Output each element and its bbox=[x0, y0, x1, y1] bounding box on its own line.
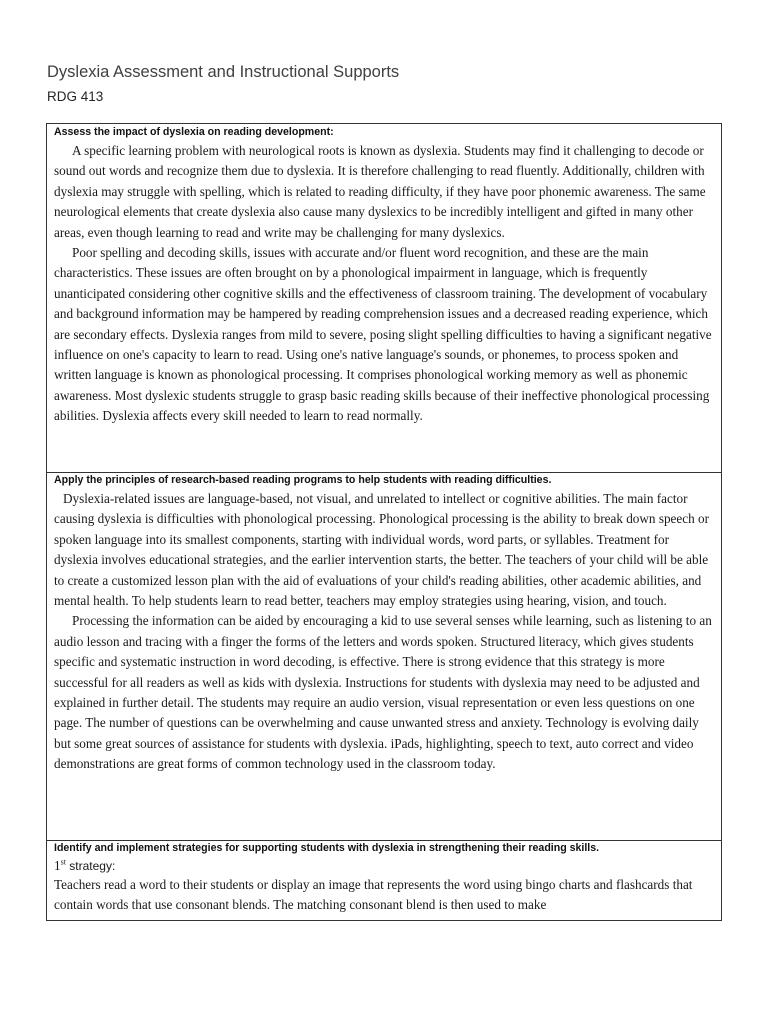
assessment-table bbox=[46, 123, 722, 921]
section-heading: Apply the principles of research-based reading programs to help students with reading difficulties. bbox=[54, 474, 552, 486]
section-research-based-programs bbox=[47, 472, 721, 840]
strategy-label-text: strategy: bbox=[65, 859, 116, 873]
document-title: Dyslexia Assessment and Instructional Supports bbox=[47, 63, 400, 81]
paragraph: Processing the information can be aided by encouraging a kid to use several senses while learning, such as listening to an audio lesson and tracing with a finger the forms of the letters and words spoken. Structured literacy, which gives students specific and systematic instruction in word decoding, is effective. There is strong evidence that this strategy is more successful for all readers as well as kids with dyslexia. Instructions for students with dyslexia may need to be adjusted and explained in further detail. The students may require an audio version, visual representation or even less questions on one page. The number of questions can be overwhelming and cause unwanted stress and anxiety. Technology is evolving daily but some great sources of assistance for students with dyslexia. iPads, highlighting, speech to text, auto correct and video demonstrations are great forms of common technology used in the classroom today. bbox=[54, 613, 712, 772]
strategy-number: 1 bbox=[54, 858, 61, 873]
strategy-label bbox=[47, 857, 721, 875]
section-impact-of-dyslexia bbox=[47, 124, 721, 472]
course-code: RDG 413 bbox=[47, 89, 104, 104]
paragraph: Teachers read a word to their students or display an image that represents the word using bingo charts and flashcards that contain words that use consonant blends. The matching consonant blend is then used to make bbox=[54, 877, 693, 913]
section-heading: Assess the impact of dyslexia on reading development: bbox=[54, 126, 334, 138]
section-heading: Identify and implement strategies for supporting students with dyslexia in strengthening their reading skills. bbox=[54, 842, 600, 854]
strategy-ordinal-suffix: st bbox=[60, 857, 66, 867]
paragraph: Poor spelling and decoding skills, issues with accurate and/or fluent word recognition, and these are the main characteristics. These issues are often brought on by a phonological impairment in language, which is frequently unanticipated considering other cognitive skills and the effectiveness of classroom training. The development of vocabulary and background information may be hampered by reading comprehension issues and a decreased reading experience, which are secondary effects. Dyslexia ranges from mild to severe, posing slight spelling difficulties to having a significant negative influence on one's capacity to learn to read. Using one's native language's sounds, or phonemes, to process spoken and written language is known as phonological processing. It comprises phonological working memory as well as phonemic awareness. Most dyslexic students struggle to grasp basic reading skills because of their ineffective phonological processing abilities. Dyslexia affects every skill needed to learn to read normally. bbox=[54, 245, 712, 424]
paragraph: Dyslexia-related issues are language-based, not visual, and unrelated to intellect or cognitive abilities. The main factor causing dyslexia is difficulties with phonological processing. Phonological processing is the ability to break down speech or spoken language into its smallest components, starting with individual words, word parts, or syllables. Treatment for dyslexia involves educational strategies, and the earlier intervention starts, the better. The teachers of your child will be able to create a customized lesson plan with the aid of evaluations of your child's reading abilities, other academic abilities, and mental health. To help students learn to read better, teachers may employ strategies using hearing, vision, and touch. bbox=[54, 491, 709, 609]
paragraph: A specific learning problem with neurological roots is known as dyslexia. Students may find it challenging to decode or sound out words and recognize them due to dyslexia. It is therefore challenging to read fluently. Additionally, children with dyslexia may struggle with spelling, which is related to reading difficulty, if they have poor phonemic awareness. The same neurological elements that create dyslexia also cause many dyslexics to be incredibly intelligent and gifted in many other areas, even though learning to read and write may be challenging for many dyslexics. bbox=[54, 143, 706, 240]
section-strategies bbox=[47, 840, 721, 920]
